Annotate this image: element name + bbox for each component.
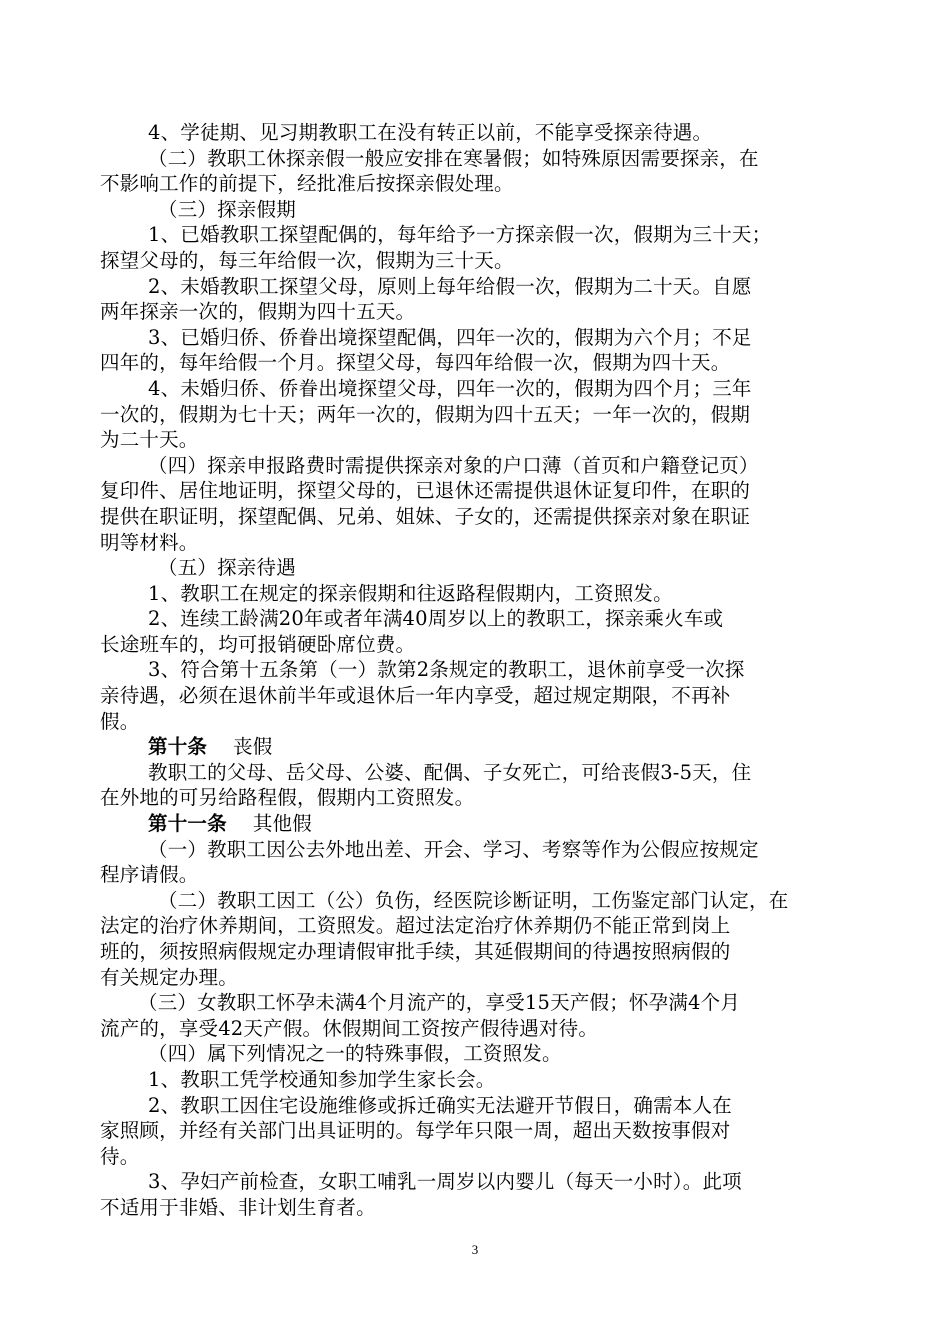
paragraph-line: 流产的，享受42天产假。休假期间工资按产假待遇对待。 bbox=[100, 1016, 599, 1040]
article-title: 丧假 bbox=[233, 735, 273, 759]
paragraph-line: 4、学徒期、见习期教职工在没有转正以前，不能享受探亲待遇。 bbox=[148, 121, 713, 144]
paragraph-line: 不适用于非婚、非计划生育者。 bbox=[100, 1195, 376, 1219]
document-body bbox=[100, 120, 850, 1221]
paragraph-line: 假。 bbox=[100, 709, 140, 733]
paragraph-line: 长途班车的，均可报销硬卧席位费。 bbox=[100, 632, 416, 656]
paragraph-line: 1、已婚教职工探望配偶的，每年给予一方探亲假一次，假期为三十天； bbox=[148, 223, 772, 247]
paragraph-line: 4、未婚归侨、侨眷出境探望父母，四年一次的，假期为四个月；三年 bbox=[148, 376, 752, 400]
paragraph-line: 2、连续工龄满20年或者年满40周岁以上的教职工，探亲乘火车或 bbox=[148, 607, 724, 631]
paragraph-line: 法定的治疗休养期间，工资照发。超过法定治疗休养期仍不能正常到岗上 bbox=[100, 914, 731, 938]
paragraph-line: 亲待遇，必须在退休前半年或退休后一年内享受，超过规定期限，不再补 bbox=[100, 684, 731, 708]
paragraph-line: 3、孕妇产前检查，女职工哺乳一周岁以内婴儿（每天一小时）。此项 bbox=[148, 1170, 742, 1194]
article-number: 第十条 bbox=[148, 735, 208, 759]
page-number: 3 bbox=[471, 1242, 479, 1257]
section-heading: （五）探亲待遇 bbox=[158, 556, 296, 580]
paragraph-line: （三）女教职工怀孕未满4个月流产的，享受15天产假；怀孕满4个月 bbox=[138, 991, 741, 1015]
paragraph-line: 复印件、居住地证明，探望父母的，已退休还需提供退休证复印件，在职的 bbox=[100, 479, 751, 503]
paragraph-line: 在外地的可另给路程假，假期内工资照发。 bbox=[100, 786, 475, 810]
article-title: 其他假 bbox=[252, 812, 312, 836]
paragraph-line: 班的，须按照病假规定办理请假审批手续，其延假期间的待遇按照病假的 bbox=[100, 940, 731, 963]
article-heading bbox=[100, 734, 850, 760]
paragraph-line: 待。 bbox=[100, 1144, 140, 1168]
paragraph-line: （二）教职工因工（公）负伤，经医院诊断证明，工伤鉴定部门认定，在 bbox=[158, 888, 789, 912]
paragraph-line: 1、教职工在规定的探亲假期和往返路程假期内，工资照发。 bbox=[148, 581, 673, 605]
paragraph-line: 两年探亲一次的，假期为四十五天。 bbox=[100, 300, 416, 324]
paragraph-line: 明等材料。 bbox=[100, 530, 199, 554]
paragraph-line: 2、教职工因住宅设施维修或拆迁确实无法避开节假日，确需本人在 bbox=[148, 1093, 732, 1117]
paragraph-line: 1、教职工凭学校通知参加学生家长会。 bbox=[148, 1067, 496, 1091]
paragraph-line: 2、未婚教职工探望父母，原则上每年给假一次，假期为二十天。自愿 bbox=[148, 274, 752, 298]
section-heading: （三）探亲假期 bbox=[158, 197, 296, 221]
paragraph-line: 3、符合第十五条第（一）款第2条规定的教职工，退休前享受一次探 bbox=[148, 658, 745, 682]
paragraph-line: 程序请假。 bbox=[100, 863, 199, 887]
paragraph-line: 探望父母的，每三年给假一次，假期为三十天。 bbox=[100, 248, 514, 272]
paragraph-line: （四）属下列情况之一的特殊事假，工资照发。 bbox=[148, 1042, 562, 1066]
article-number: 第十一条 bbox=[148, 812, 227, 836]
paragraph-line: 提供在职证明，探望配偶、兄弟、姐妹、子女的，还需提供探亲对象在职证 bbox=[100, 504, 751, 528]
paragraph-line: （四）探亲申报路费时需提供探亲对象的户口薄（首页和户籍登记页） bbox=[148, 453, 759, 477]
paragraph-line: 四年的，每年给假一个月。探望父母，每四年给假一次，假期为四十天。 bbox=[100, 351, 731, 375]
paragraph-line: 不影响工作的前提下，经批准后按探亲假处理。 bbox=[100, 172, 514, 196]
paragraph-line: （一）教职工因公去外地出差、开会、学习、考察等作为公假应按规定 bbox=[148, 837, 759, 861]
paragraph-line: 3、已婚归侨、侨眷出境探望配偶，四年一次的，假期为六个月；不足 bbox=[148, 325, 752, 349]
paragraph-line: 教职工的父母、岳父母、公婆、配偶、子女死亡，可给丧假3-5天，住 bbox=[148, 760, 752, 784]
paragraph-line: 有关规定办理。 bbox=[100, 965, 238, 989]
article-heading bbox=[100, 811, 850, 837]
paragraph-line: 为二十天。 bbox=[100, 428, 199, 452]
paragraph-line: 家照顾，并经有关部门出具证明的。每学年只限一周，超出天数按事假对 bbox=[100, 1119, 731, 1143]
paragraph-line: 一次的，假期为七十天；两年一次的，假期为四十五天；一年一次的，假期 bbox=[100, 402, 751, 426]
paragraph-line: （二）教职工休探亲假一般应安排在寒暑假；如特殊原因需要探亲，在 bbox=[148, 146, 759, 170]
